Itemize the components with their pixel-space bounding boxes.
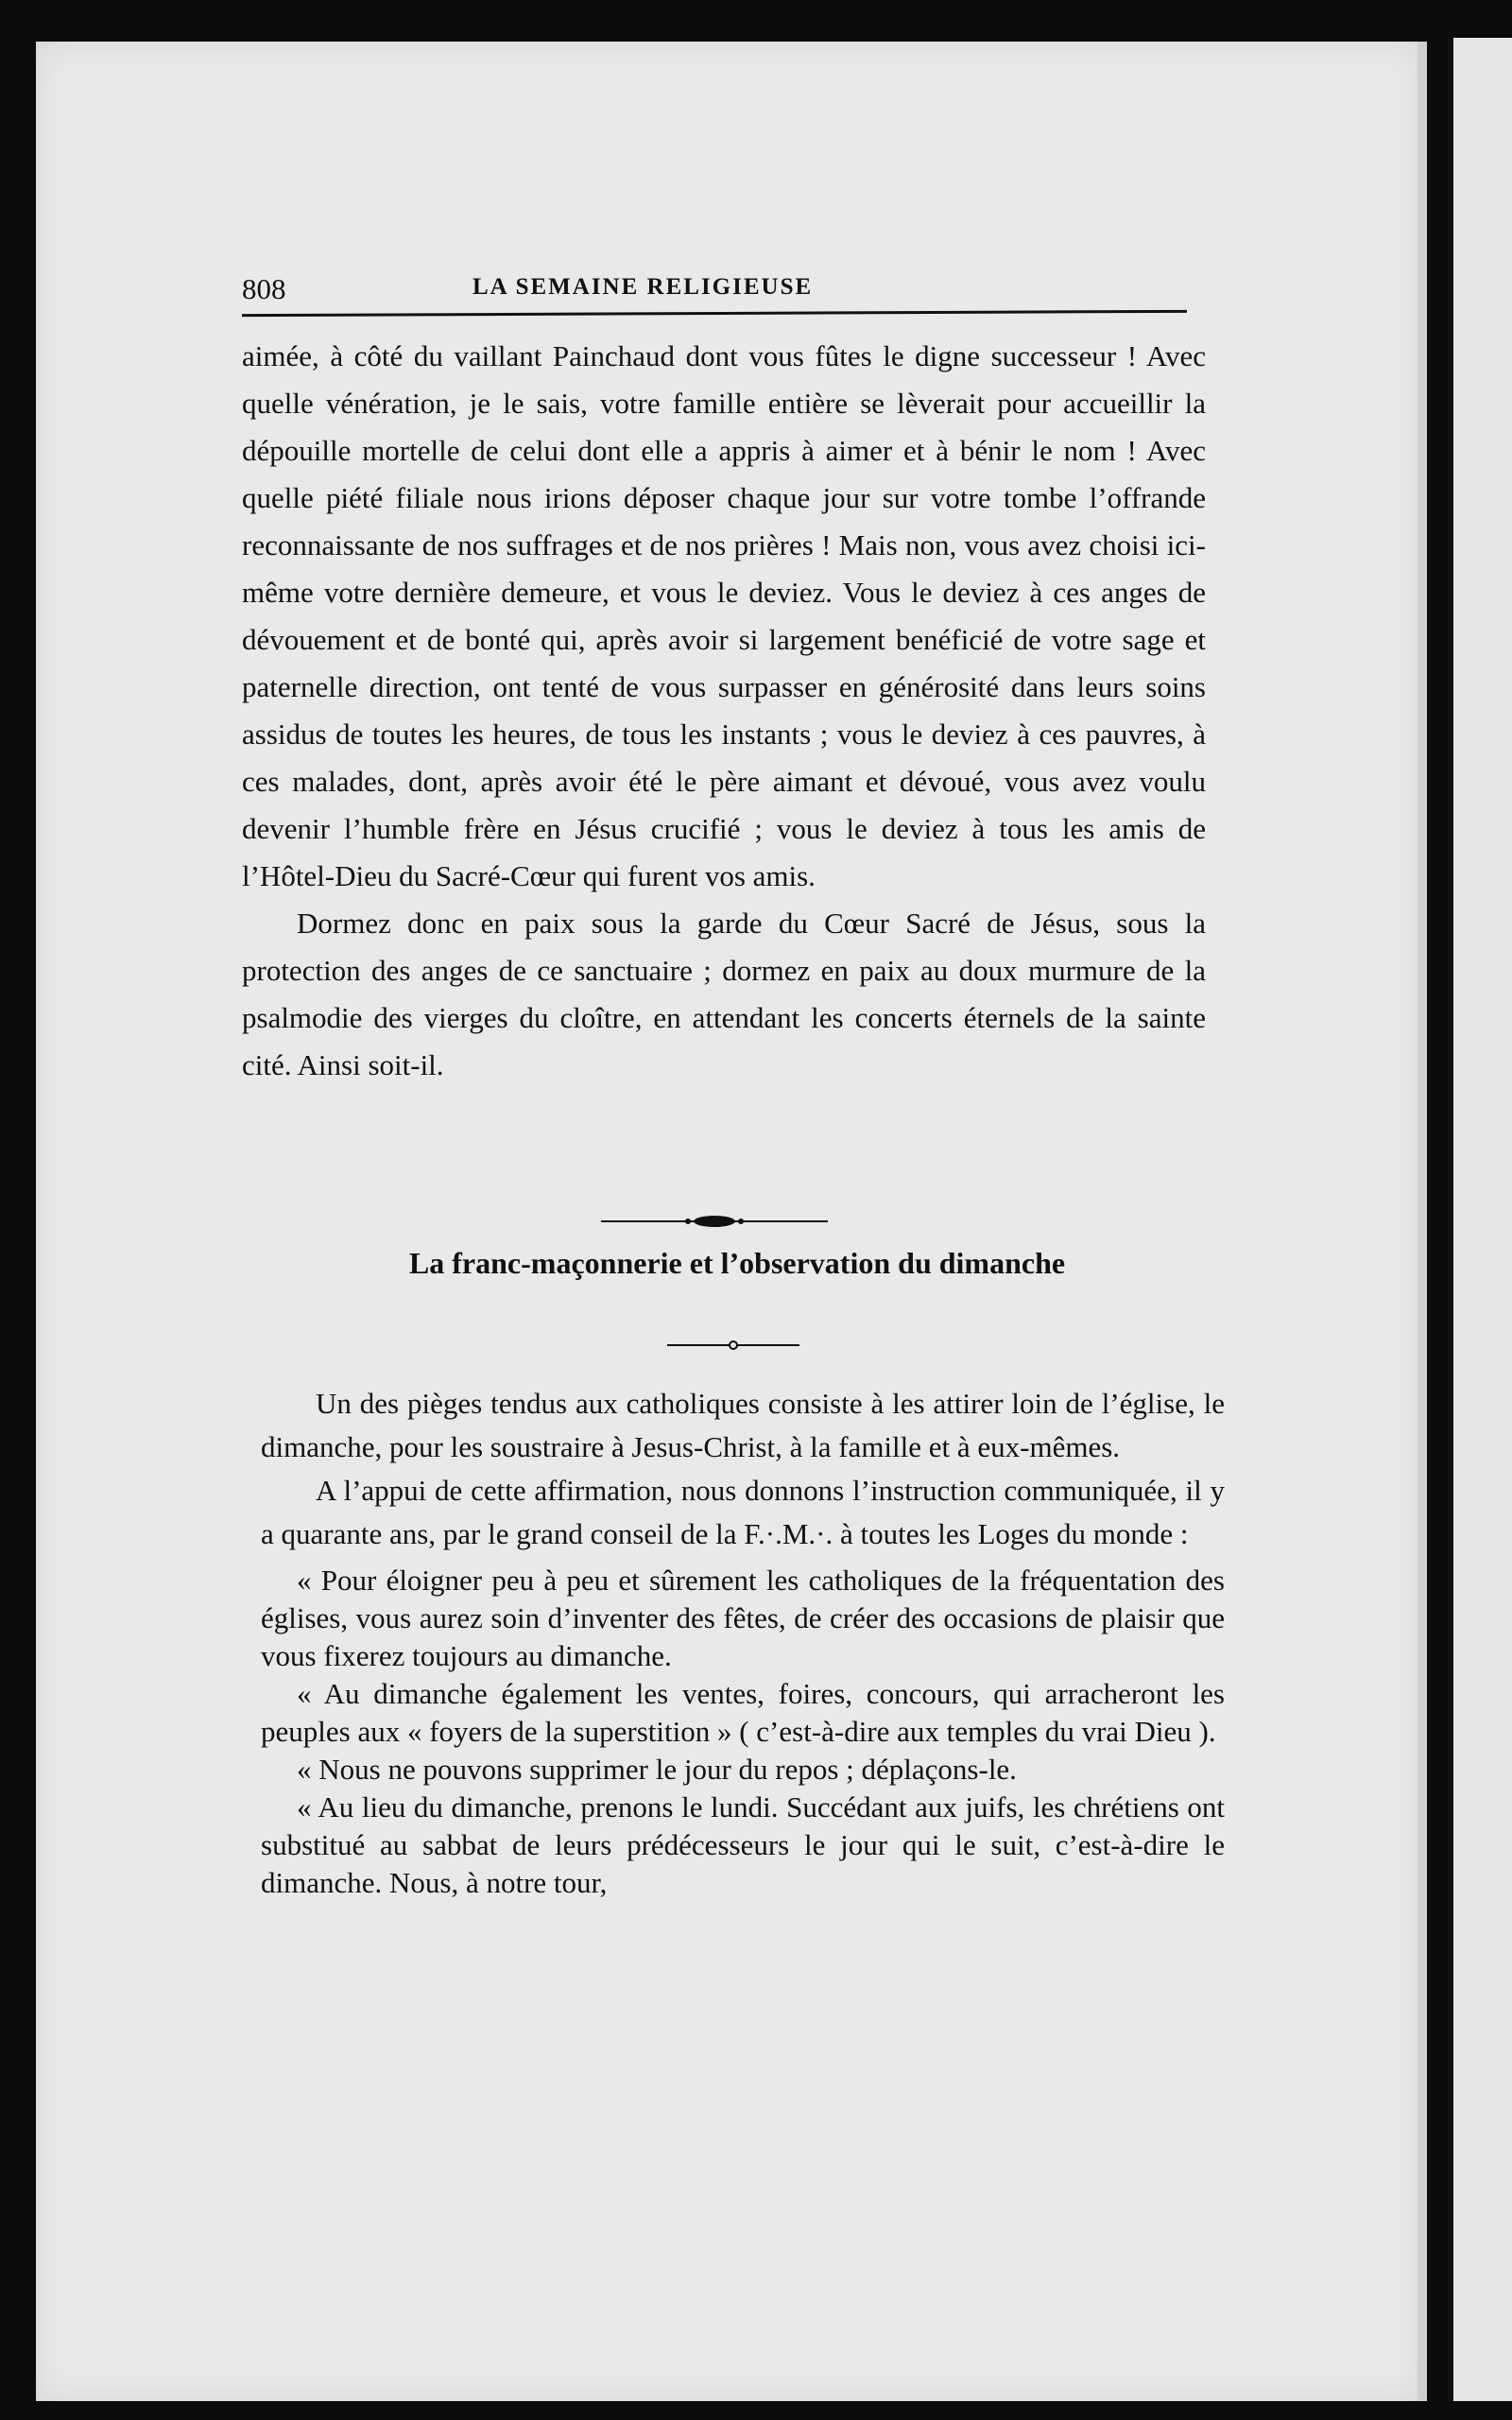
quotation-paragraph: « Pour éloigner peu à peu et sûrement les catholiques de la fréquentation des églises, vous aurez soin d’inventer des fêtes, de créer des occasions de plaisir que vous fixerez toujours au dimanche. <box>261 1564 1225 1672</box>
quotation-paragraph: « Au lieu du dimanche, prenons le lundi. Succédant aux juifs, les chrétiens ont substitué au sabbat de leurs prédécesseurs le jour qui le suit, c’est-à-dire le dimanche. Nous, à notre tour, <box>261 1790 1225 1899</box>
quotation-paragraph: « Au dimanche également les ventes, foires, concours, qui arracheront les peuples aux « foyers de la superstition » ( c’est-à-dire aux temples du vrai Dieu ). <box>261 1677 1225 1748</box>
page-header <box>208 263 1191 316</box>
section-paragraph: A l’appui de cette affirmation, nous donnons l’instruction communiquée, il y a quarante ans, par le grand conseil de la F.·.M.·. à toutes les Loges du monde : <box>261 1474 1225 1550</box>
page-edge <box>1418 42 1427 2401</box>
section-paragraph: Un des pièges tendus aux catholiques consiste à les attirer loin de l’église, le dimanche, pour les soustraire à Jesus-Christ, à la famille et à eux-mêmes. <box>261 1387 1225 1463</box>
ornament-divider <box>601 1212 828 1231</box>
section-title: La franc-maçonnerie et l’observation du dimanche <box>408 1246 1066 1280</box>
paragraph-continued: aimée, à côté du vaillant Painchaud dont vous fûtes le digne successeur ! Avec quelle vénération, je le sais, votre famille entière se lèverait pour accueillir la dépouille mortelle de celui dont elle a appris à aimer et à bénir le nom ! Avec quelle piété filiale nous irions déposer chaque jour sur votre tombe l’offrande reconnaissante de nos suffrages et de nos prières ! Mais non, vous avez choisi ici-même votre dernière demeure, et vous le deviez. Vous le deviez à ces anges de dévouement et de bonté qui, après avoir si largement benéficié de votre sage et paternelle direction, ont tenté de vous surpasser en générosité dans leurs soins assidus de toutes les heures, de tous les instants ; vous le deviez à ces pauvres, à ces malades, dont, après avoir été le père aimant et dévoué, vous avez voulu devenir l’humble frère en Jésus crucifié ; vous le deviez à tous les amis de l’Hôtel-Dieu du Sacré-Cœur qui furent vos amis. <box>242 339 1206 892</box>
body-text <box>242 333 1206 1089</box>
running-title: LA SEMAINE RELIGIEUSE <box>472 274 814 300</box>
adjacent-page-edge <box>1448 38 1512 2401</box>
paragraph-closing: Dormez donc en paix sous la garde du Cœur Sacré de Jésus, sous la protection des anges de ce sanctuaire ; dormez en paix au doux murmure de la psalmodie des vierges du cloître, en attendant les concerts éternels de la sainte cité. Ainsi soit-il. <box>242 907 1206 1081</box>
page-number: 808 <box>242 272 286 305</box>
title-rule <box>667 1339 799 1352</box>
section-text <box>261 1382 1225 1902</box>
quotation-paragraph: « Nous ne pouvons supprimer le jour du repos ; déplaçons-le. <box>297 1753 1017 1786</box>
